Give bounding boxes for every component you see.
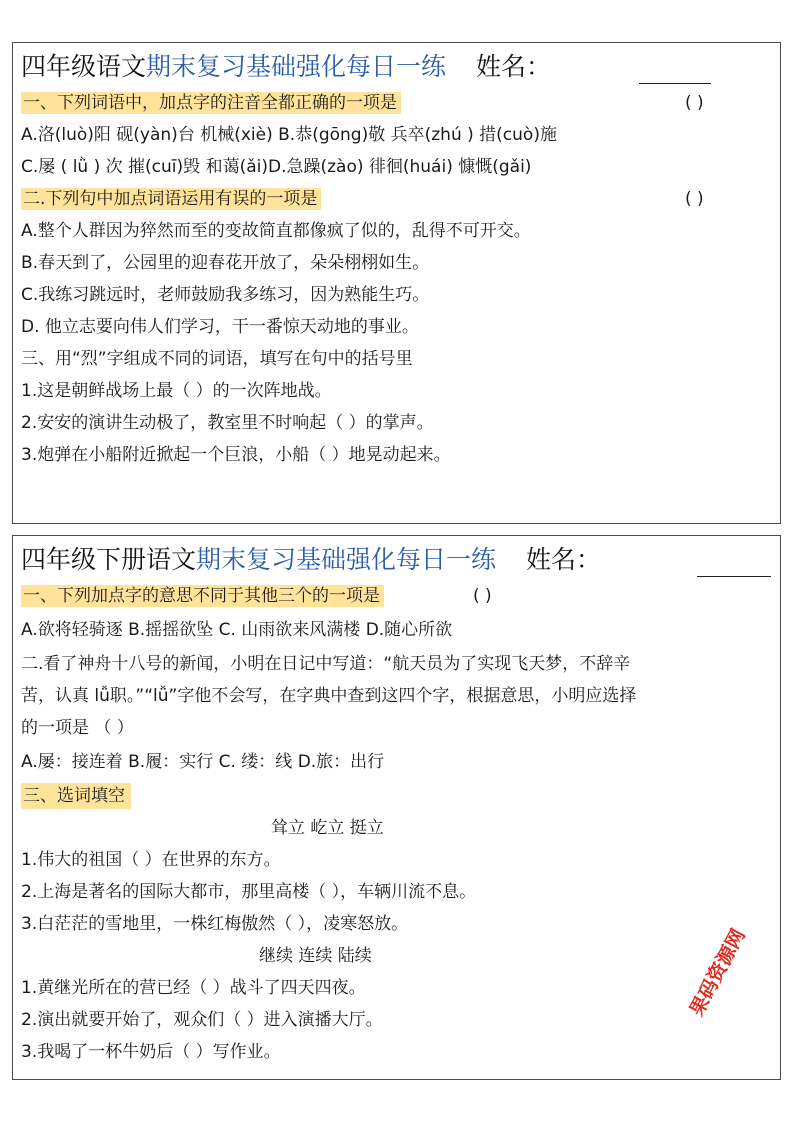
card1-q2-option-d: D. 他立志要向伟人们学习，干一番惊天动地的事业。 — [21, 317, 419, 337]
card2-q2-options: A.屡：接连着 B.履：实行 C. 缕：线 D.旅：出行 — [21, 752, 385, 772]
card1-q2-option-a: A.整个人群因为猝然而至的变故简直都像疯了似的，乱得不可开交。 — [21, 221, 531, 241]
card1-name-blank[interactable] — [639, 83, 711, 84]
card2-name-blank[interactable] — [697, 576, 771, 577]
card1-title-subject: 期末复习基础强化每日一练 — [146, 52, 447, 81]
card2-q3-heading: 三、选词填空 — [21, 784, 131, 808]
card2-q3-sentence4: 1.黄继光所在的营已经（ ）战斗了四天四夜。 — [21, 978, 366, 998]
card1-name-label: 姓名： — [476, 52, 552, 81]
card2-q3-word-bank-1: 耸立 屹立 挺立 — [271, 818, 384, 838]
card2-title-subject: 期末复习基础强化每日一练 — [196, 545, 497, 574]
card2-title-grade: 四年级下册语文 — [21, 545, 197, 574]
worksheet-card-2 — [12, 535, 781, 1080]
card2-title — [21, 544, 601, 576]
card2-q3-sentence5: 2.演出就要开始了，观众们（ ）进入演播大厅。 — [21, 1010, 383, 1030]
card2-q3-word-bank-2: 继续 连续 陆续 — [259, 946, 372, 966]
card2-q1-options: A.欲将轻骑逐 B.摇摇欲坠 C. 山雨欲来风满楼 D.随心所欲 — [21, 620, 453, 640]
card2-q2-line2: 苦，认真 lǚ职。”“lǚ”字他不会写，在字典中查到这四个字，根据意思，小明应选择 — [21, 686, 637, 706]
card2-q2-line1: 二.看了神舟十八号的新闻，小明在日记中写道：“航天员为了实现飞天梦，不辞辛 — [21, 654, 631, 674]
card1-q2-option-c: C.我练习跳远时，老师鼓励我多练习，因为熟能生巧。 — [21, 285, 430, 305]
card2-name-label: 姓名： — [526, 545, 602, 574]
worksheet-card-1 — [12, 42, 781, 524]
card1-title-grade: 四年级语文 — [21, 52, 147, 81]
card1-q3-heading: 三、用“烈”字组成不同的词语，填写在句中的括号里 — [21, 349, 413, 369]
card2-q3-sentence2: 2.上海是著名的国际大都市，那里高楼（ ），车辆川流不息。 — [21, 882, 477, 902]
card2-q3-sentence3: 3.白茫茫的雪地里，一株红梅傲然（ ），凌寒怒放。 — [21, 914, 409, 934]
card1-q3-sentence1: 1.这是朝鲜战场上最（ ）的一次阵地战。 — [21, 381, 332, 401]
card1-q2-answer-paren[interactable]: ( ) — [685, 189, 704, 209]
card2-q2-line3: 的一项是 （ ） — [21, 718, 134, 738]
watermark-logo: 果码资源网 — [685, 925, 750, 1020]
card1-q1-options-line2: C.屡 ( lǜ ) 次 摧(cuī)毁 和蔼(ǎi)D.急躁(zào) 徘徊(huái) 慷慨(gǎi) — [21, 157, 532, 177]
card1-title — [21, 51, 551, 83]
card1-q1-options-line1: A.洛(luò)阳 砚(yàn)台 机械(xiè) B.恭(gōng)敬 兵卒(zhú ) 措(cuò)施 — [21, 125, 557, 145]
card2-q3-sentence6: 3.我喝了一杯牛奶后（ ）写作业。 — [21, 1042, 281, 1062]
card2-q3-sentence1: 1.伟大的祖国（ ）在世界的东方。 — [21, 850, 281, 870]
card2-q1-answer-paren[interactable]: ( ) — [473, 586, 492, 606]
card1-q3-sentence2: 2.安安的演讲生动极了，教室里不时响起（ ）的掌声。 — [21, 413, 434, 433]
card1-q1-heading: 一、下列词语中，加点字的注音全都正确的一项是 — [21, 91, 401, 115]
card1-q2-option-b: B.春天到了，公园里的迎春花开放了，朵朵栩栩如生。 — [21, 253, 430, 273]
card2-q1-heading: 一、下列加点字的意思不同于其他三个的一项是 — [21, 584, 384, 608]
card1-q1-answer-paren[interactable]: ( ) — [685, 93, 704, 113]
card1-q2-heading: 二.下列句中加点词语运用有误的一项是 — [21, 187, 321, 211]
card1-q3-sentence3: 3.炮弹在小船附近掀起一个巨浪，小船（ ）地晃动起来。 — [21, 445, 451, 465]
